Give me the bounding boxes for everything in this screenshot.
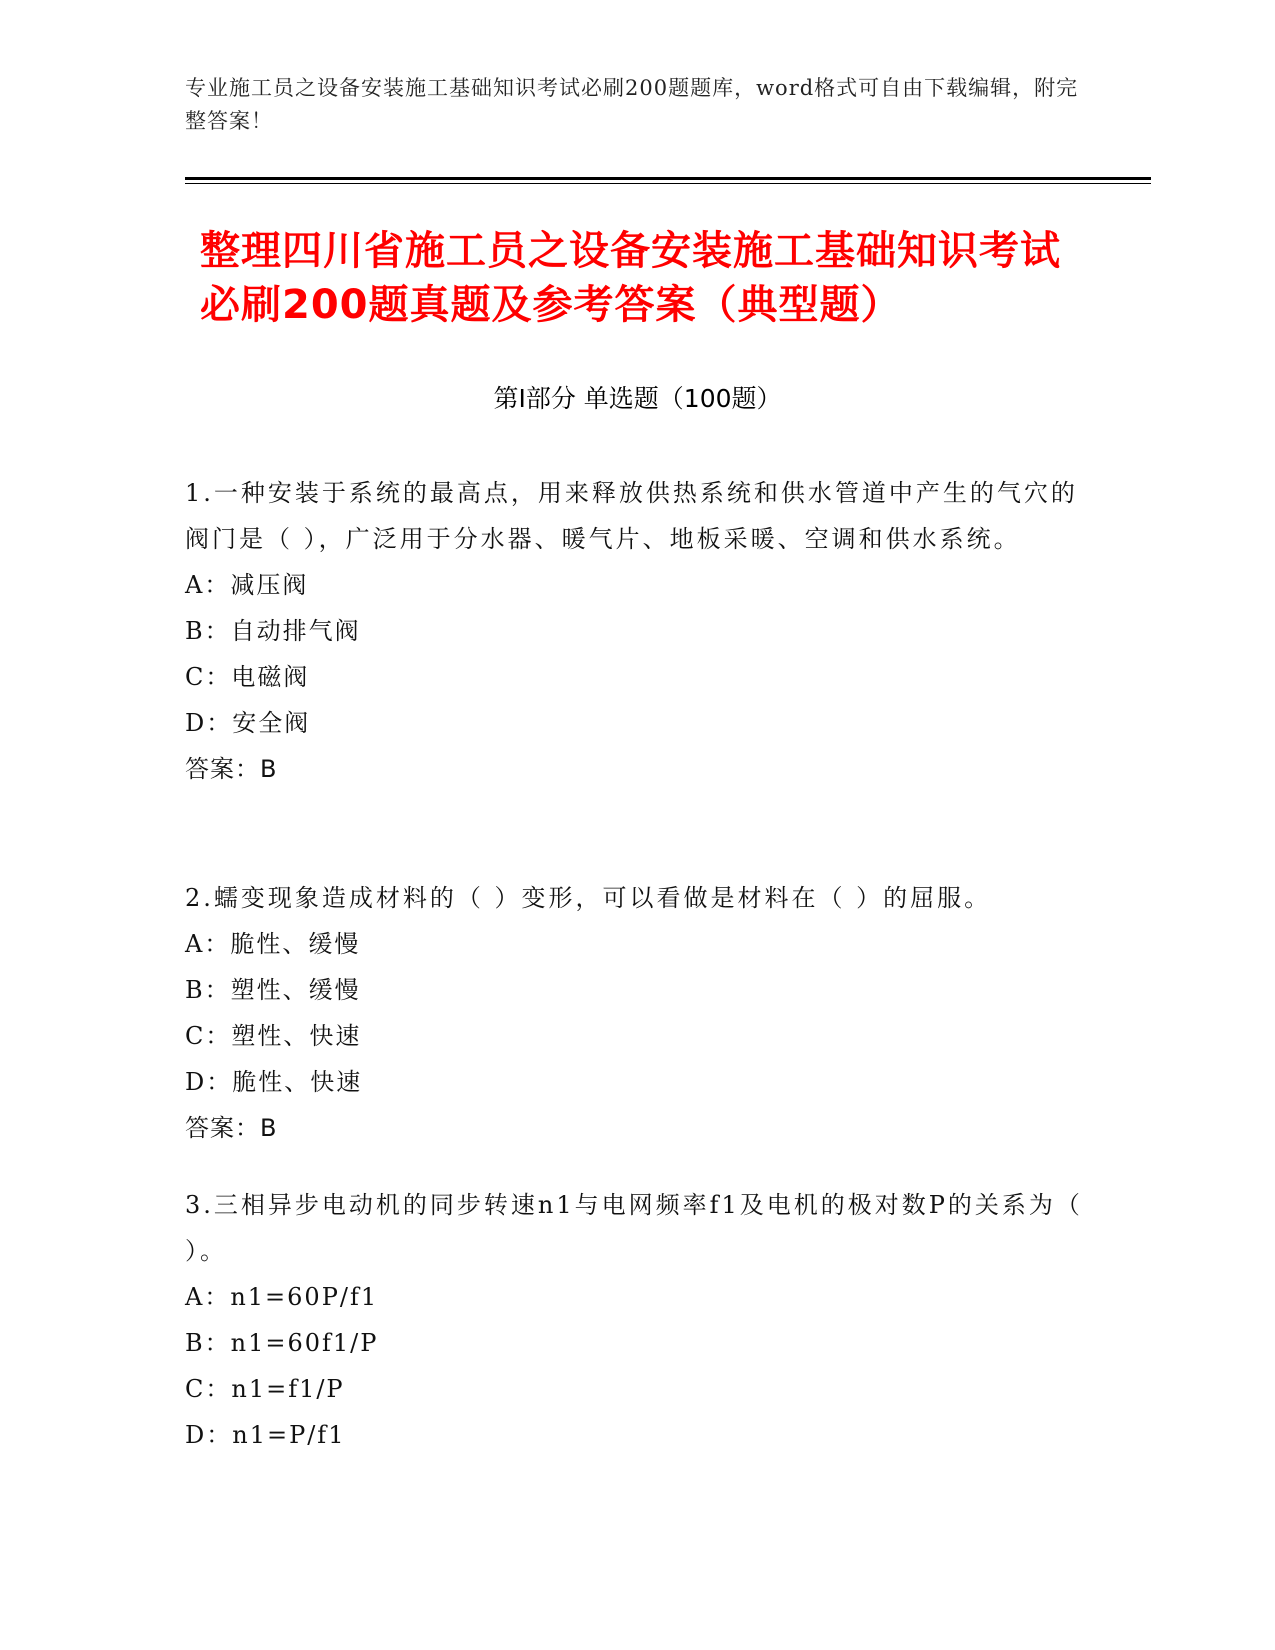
header-divider-thick <box>185 177 1151 180</box>
option-b: B：n1=60f1/P <box>185 1329 379 1357</box>
header-divider-thin <box>185 183 1151 184</box>
option-c: C：电磁阀 <box>185 663 310 691</box>
option-d: D：n1=P/f1 <box>185 1421 346 1449</box>
question-stem: 3.三相异步电动机的同步转速n1与电网频率f1及电机的极对数P的关系为（ ）。 <box>185 1191 1083 1265</box>
answer: 答案：B <box>185 755 278 783</box>
option-c: C：塑性、快速 <box>185 1022 362 1050</box>
option-d: D：脆性、快速 <box>185 1068 363 1096</box>
question-stem: 2.蠕变现象造成材料的（ ）变形，可以看做是材料在（ ）的屈服。 <box>185 884 992 912</box>
question-stem: 1.一种安装于系统的最高点，用来释放供热系统和供水管道中产生的气穴的阀门是（ ），广泛用于分水器、暖气片、地板采暖、空调和供水系统。 <box>185 479 1078 553</box>
option-c: C：n1=f1/P <box>185 1375 345 1403</box>
option-a: A：n1=60P/f1 <box>185 1283 379 1311</box>
option-b: B：塑性、缓慢 <box>185 976 361 1004</box>
option-a: A：减压阀 <box>185 571 309 599</box>
document-title: 整理四川省施工员之设备安装施工基础知识考试必刷200题真题及参考答案（典型题） <box>200 228 1061 328</box>
option-a: A：脆性、缓慢 <box>185 930 361 958</box>
answer: 答案：B <box>185 1114 278 1142</box>
question-1 <box>185 470 1085 792</box>
option-b: B：自动排气阀 <box>185 617 361 645</box>
question-3 <box>185 1182 1085 1458</box>
header-note: 专业施工员之设备安装施工基础知识考试必刷200题题库，word格式可自由下载编辑，附完整答案！ <box>185 76 1079 133</box>
option-d: D：安全阀 <box>185 709 311 737</box>
question-2 <box>185 875 1085 1151</box>
section-heading: 第Ⅰ部分 单选题（100题） <box>493 384 782 413</box>
